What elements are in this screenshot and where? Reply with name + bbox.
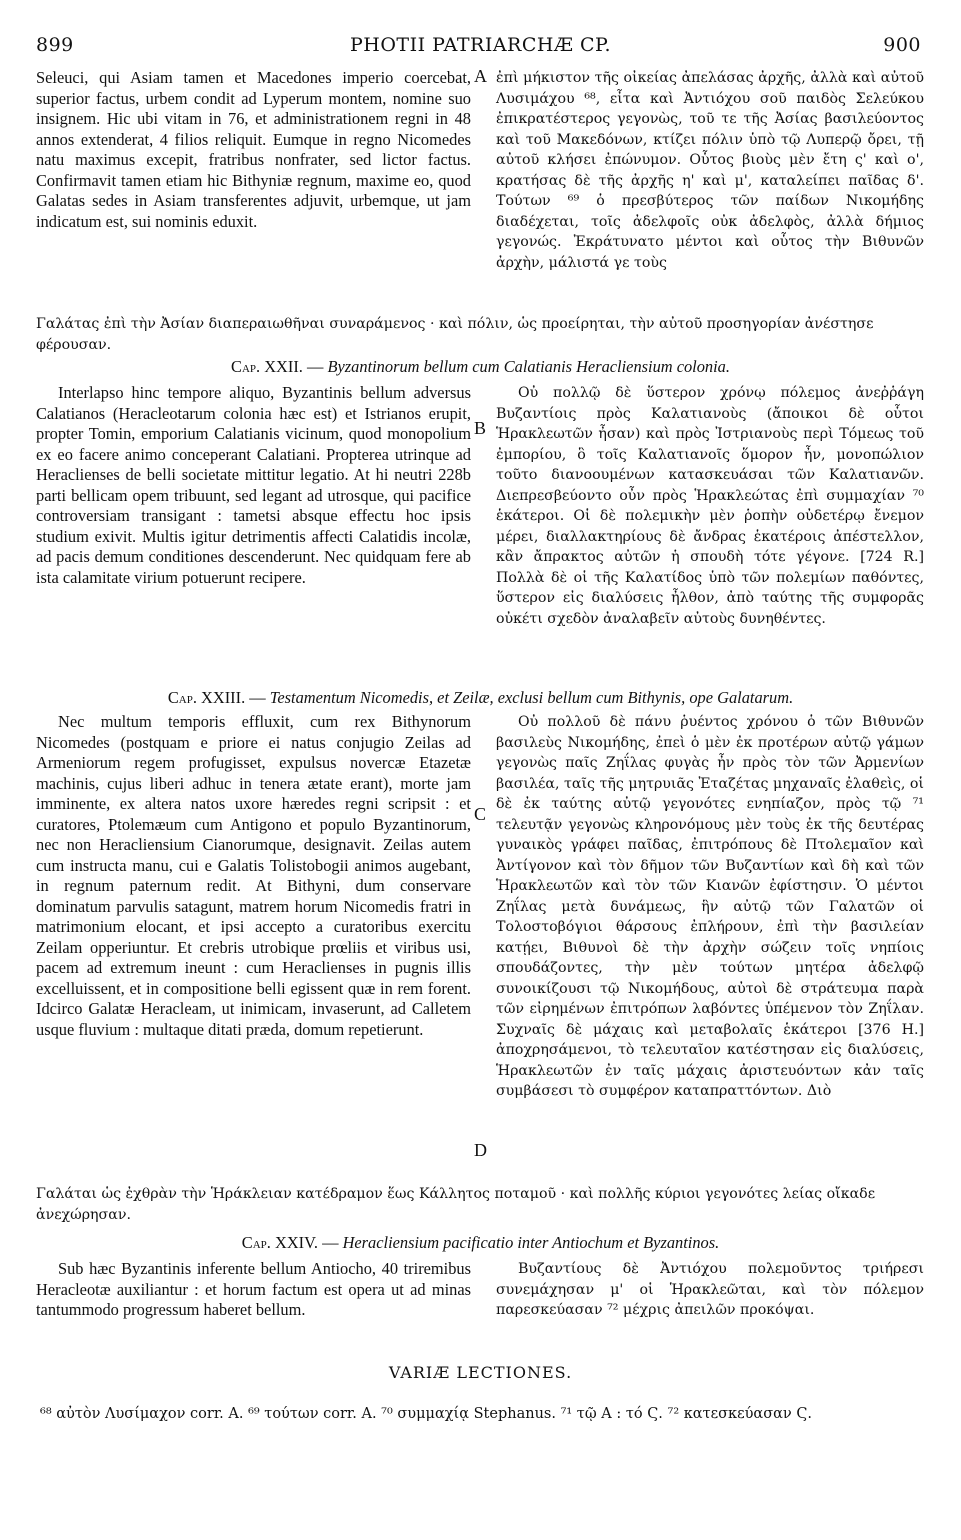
margin-mark-a: A	[474, 66, 487, 86]
greek-column-cap23	[496, 712, 924, 1102]
variae-lectiones-heading: VARIÆ LECTIONES.	[388, 1363, 573, 1382]
latin-paragraph: Seleuci, qui Asiam tamen et Macedones imperio coercebat, superior factus, urbem condit ad Lyperum montem, nomine suo insignem. Hic ubi vitam in 76, et administrationem regni in 48 annos extenderat, 4 filios reliquit. Eumque in regno Nicomedes natu maximus excepit, fratribus nonfrater, sed lictor factus. Confirmavit tamen etiam hic Bithyniæ regnum, maxime eo, quod Galatas sedes in Asiam transferentes adjuvit, urbemque, ut jam indicatum est, sui nominis eduxit.	[36, 68, 471, 231]
greek-paragraph: Βυζαντίους δὲ Ἀντιόχου πολεμοῦντος τριήρεσι συνεμάχησαν μ' οἱ Ἡρακλεῶται, καὶ τὸν πόλεμον παρεσκεύασαν ⁷² μέχρις ἀπειλῶν προκόψαι.	[496, 1261, 924, 1318]
margin-mark-b: B	[474, 418, 487, 438]
margin-mark-d: D	[474, 1140, 487, 1160]
latin-paragraph: Nec multum temporis effluxit, cum rex Bithynorum Nicomedes (postquam e priore ei natus conjugio Zeilas ad Armeniorum regem profugisset, expulsus novercæ Etazetæ machinis, cujus liberi adhuc in tenera ætate erant), morte jam imminente, ex altera natos uxore hæredes regni scripsit : et curatores, Ptolemæum cum Antigono et populo Byzantinorum, nec non Heracliensium Cianorumque, designavit. Zeilas autem cum instructa manu, cui e Galatis Tolistobogii animos augebant, in regnum paternum redit. At Bithyni, dum conservare dominatum parvulis satagunt, matrem horum Nicomedis fratri in matrimonium elocant, et ipsi accepto a curatoribus exercitu Zeilam opperiuntur. Et crebris utrobique prœliis et viribus usi, pacem ad extremum ineunt : cum Heraclienses in pugnis illis excelluissent, et in compositione belli egissent quæ in rem forent. Idcirco Galatæ Heracleam, ut inimicam, invaserunt, ad Calletem usque fluvium : multaque ditati præda, domum repetierunt.	[36, 712, 471, 1039]
greek-paragraph: Οὐ πολλῷ δὲ ὕστερον χρόνῳ πόλεμος ἀνεῤῥάγη Βυζαντίοις πρὸς Καλατιανοὺς (ἄποικοι δὲ οὗτοι Ἡρακλεωτῶν ἦσαν) καὶ πρὸς Ἰστριανοὺς περὶ Τόμεως τοῦ ἐμπορίου, ὃ τοῖς Καλατιανοῖς ὅμορον ἦν, μονοπώλιον τοῦτο διανοουμένων κατασκευάσαι τῶν Καλατιανῶν. Διεπρεσβεύοντο οὖν πρὸς Ἡρακλεώτας ἐπὶ συμμαχίαν ⁷⁰ ἑκάτεροι. Οἱ δὲ πολεμικὴν μὲν ῥοπὴν οὐδετέρῳ ἔνεμον μέρει, διαλλακτηρίους δὲ ἄνδρας ἑκατέροις ἀπέστελλον, κἂν ἄπρακτος αὐτῶν ἡ σπουδὴ τότε γέγονε. [724 R.] Πολλὰ δὲ οἱ τῆς Καλατίδος ὑπὸ τῶν πολεμίων παθόντες, ὕστερον εἰς διαλύσεις ἦλθον, ἀπὸ ταύτης τῆς συμφορᾶς οὐκέτι σχεδὸν ἀναλαβεῖν αὐτοὺς δυνηθέντες.	[496, 385, 924, 627]
chapter-title: Testamentum Nicomedis, et Zeilæ, exclusi bellum cum Bithynis, ope Galatarum.	[269, 688, 794, 707]
latin-paragraph: Sub hæc Byzantinis inferente bellum Antiocho, 40 triremibus Heracleotæ auxiliantur : et horum factum est opera ut ad minas tantummodo progressum haberet bellum.	[36, 1259, 471, 1319]
greek-paragraph: Οὐ πολλοῦ δὲ πάνυ ῥυέντος χρόνου ὁ τῶν Βιθυνῶν βασιλεὺς Νικομήδης, ἐπεὶ ὁ μὲν ἐκ προτέρων αὐτῷ γάμων γεγονὼς παῖς Ζηΐλας φυγὰς ἦν πρὸς τὸν τῶν Ἀρμενίων βασιλέα, ταῖς τῆς μητρυιᾶς Ἐταζέτας μηχαναῖς ἐλαθεὶς, οἱ δὲ ἐκ ταύτης αὐτῷ γεγονότες ενηπίαζον, πρὸς τῷ ⁷¹ τελευτᾷν γεγονὼς κληρονόμους μὲν τοὺς ἐκ τῆς δευτέρας γυναικὸς γράφει παῖδας, ἐπιτρόπους δὲ Πτολεμαῖον καὶ Ἀντίγονον καὶ τὸν δῆμον τῶν Βυζαντίων καὶ δὴ καὶ τῶν Ἡρακλεωτῶν καὶ τὸν τῶν Κιανῶν ἐφίστησιν. Ὁ μέντοι Ζηΐλας μετὰ δυνάμεως, ἣν αὐτῷ τῶν Γαλατῶν οἱ Τολοστοβόγιοι θάρσους ἐπλήρουν, ἐπὶ τὴν βασιλείαν κατῄει, Βιθυνοὶ δὲ τὴν ἀρχὴν σώζειν τοῖς νηπίοις σπουδάζοντες, τὴν μὲν τούτων μητέρα ἀδελφῷ συνοικίζουσι τῷ Νικομήδους, αὐτοὶ δὲ στράτευμα παρὰ τῶν εἰρημένων ἐπιτρόπων λαβόντες ὑπέμενον τὸν Ζηΐλαν. Συχναῖς δὲ μάχαις καὶ μεταβολαῖς ἑκάτεροι [376 H.] ἀποχρησάμενοι, τὸ τελευταῖον κατέστησαν εἰς διαλύσεις, Ἡρακλεωτῶν ἐν ταῖς μάχαις ἀριστευόντων κἀν ταῖς συμβάσεσι τὸ συμφέρον καταπραττόντων. Διὸ	[496, 714, 924, 1099]
greek-paragraph: ἐπὶ μήκιστον τῆς οἰκείας ἀπελάσας ἀρχῆς, ἀλλὰ καὶ αὐτοῦ Λυσιμάχου ⁶⁸, εἶτα καὶ Ἀντιόχου σοῦ παιδὸς Σελεύκου ἐπικρατέστερος γεγονὼς, τοῦ τε τῆς Ἀσίας βασιλεύοντος καὶ τοῦ Μακεδόνων, κτίζει πόλιν ὑπὸ τῷ Λυπερῷ ὄρει, τῇ αὐτοῦ κλήσει ἐπώνυμον. Οὗτος βιοὺς μὲν ἔτη ς' καὶ ο', κρατήσας δὲ τῆς ἀρχῆς η' καὶ μ', καταλείπει παῖδας δ'. Τούτων ⁶⁹ ὁ πρεσβύτερος τῶν παίδων Νικομήδης διαδέχεται, τοῖς ἀδελφοῖς οὐκ ἀδελφὸς, ἀλλὰ δήμιος γεγονώς. Ἐκράτυνατο μέντοι καὶ οὗτος τὴν Βιθυνῶν ἀρχὴν, μάλιστά γε τοὺς	[496, 70, 924, 271]
latin-column-cap24	[36, 1259, 471, 1321]
chapter-title: Byzantinorum bellum cum Calatianis Heracliensium colonia.	[327, 357, 730, 376]
page-number-right: 900	[883, 34, 921, 56]
variae-lectiones-notes: ⁶⁸ αὐτὸν Λυσίμαχον corr. A. ⁶⁹ τούτων corr. A. ⁷⁰ συμμαχίᾳ Stephanus. ⁷¹ τῷ A : τό Ϛ. ⁷² κατεσκεύασαν Ϛ.	[40, 1406, 813, 1422]
chapter-label: Cap. XXIV.	[241, 1233, 318, 1252]
greek-fullwidth-line: Γαλάται ὡς ἐχθρὰν τὴν Ἡράκλειαν κατέδραμον ἕως Κάλλητος ποταμοῦ · καὶ πολλῆς κύριοι γεγονότες λείας οἴκαδε ἀνεχώρησαν.	[36, 1186, 876, 1223]
chapter-heading-24: Cap. XXIV. — Heracliensium pacificatio inter Antiochum et Byzantinos.	[241, 1233, 720, 1252]
page-number-left: 899	[36, 34, 74, 56]
chapter-heading-23: Cap. XXIII. — Testamentum Nicomedis, et Zeilæ, exclusi bellum cum Bithynis, ope Galatarum.	[167, 688, 794, 707]
chapter-label: Cap. XXIII.	[167, 688, 246, 707]
greek-column-cap22	[496, 383, 924, 629]
margin-mark-c: C	[474, 804, 487, 824]
greek-fullwidth-line: Γαλάτας ἐπὶ τὴν Ἀσίαν διαπεραιωθῆναι συναράμενος · καὶ πόλιν, ὡς προείρηται, τὴν αὐτοῦ προσηγορίαν ἀνέστησε φέρουσαν.	[36, 316, 874, 353]
latin-column-cap22	[36, 383, 471, 588]
chapter-heading-22: Cap. XXII. — Byzantinorum bellum cum Calatianis Heracliensium colonia.	[231, 357, 730, 376]
chapter-label: Cap. XXII.	[231, 357, 303, 376]
greek-column-intro	[496, 68, 924, 273]
latin-column-intro	[36, 68, 471, 232]
latin-column-cap23	[36, 712, 471, 1040]
latin-paragraph: Interlapso hinc tempore aliquo, Byzantinis bellum adversus Calatianos (Heracleotarum colonia hæc est) et Istrianos erupit, propter Tomin, emporium Calatianis vicinum, quod monopolium ex eo facere animo conceperant Calatiani. Propterea utrinque ad Heraclienses de belli societate mittitur legatio. At hi neutri 228b parti bellicam opem tribuunt, sed legant ad utrosque, qui pacifice controversiam transigant : tametsi absque effectu hoc ipsis studium exivit. Multis igitur detrimentis affecti Calatidis incolæ, ad pacis demum conditiones descenderunt. Nec quidquam fere ab ista calamitate virium potuerunt recipere.	[36, 383, 471, 587]
chapter-title: Heracliensium pacificatio inter Antiochum et Byzantinos.	[342, 1233, 720, 1252]
running-title: PHOTII PATRIARCHÆ CP.	[349, 34, 612, 56]
greek-column-cap24	[496, 1259, 924, 1321]
